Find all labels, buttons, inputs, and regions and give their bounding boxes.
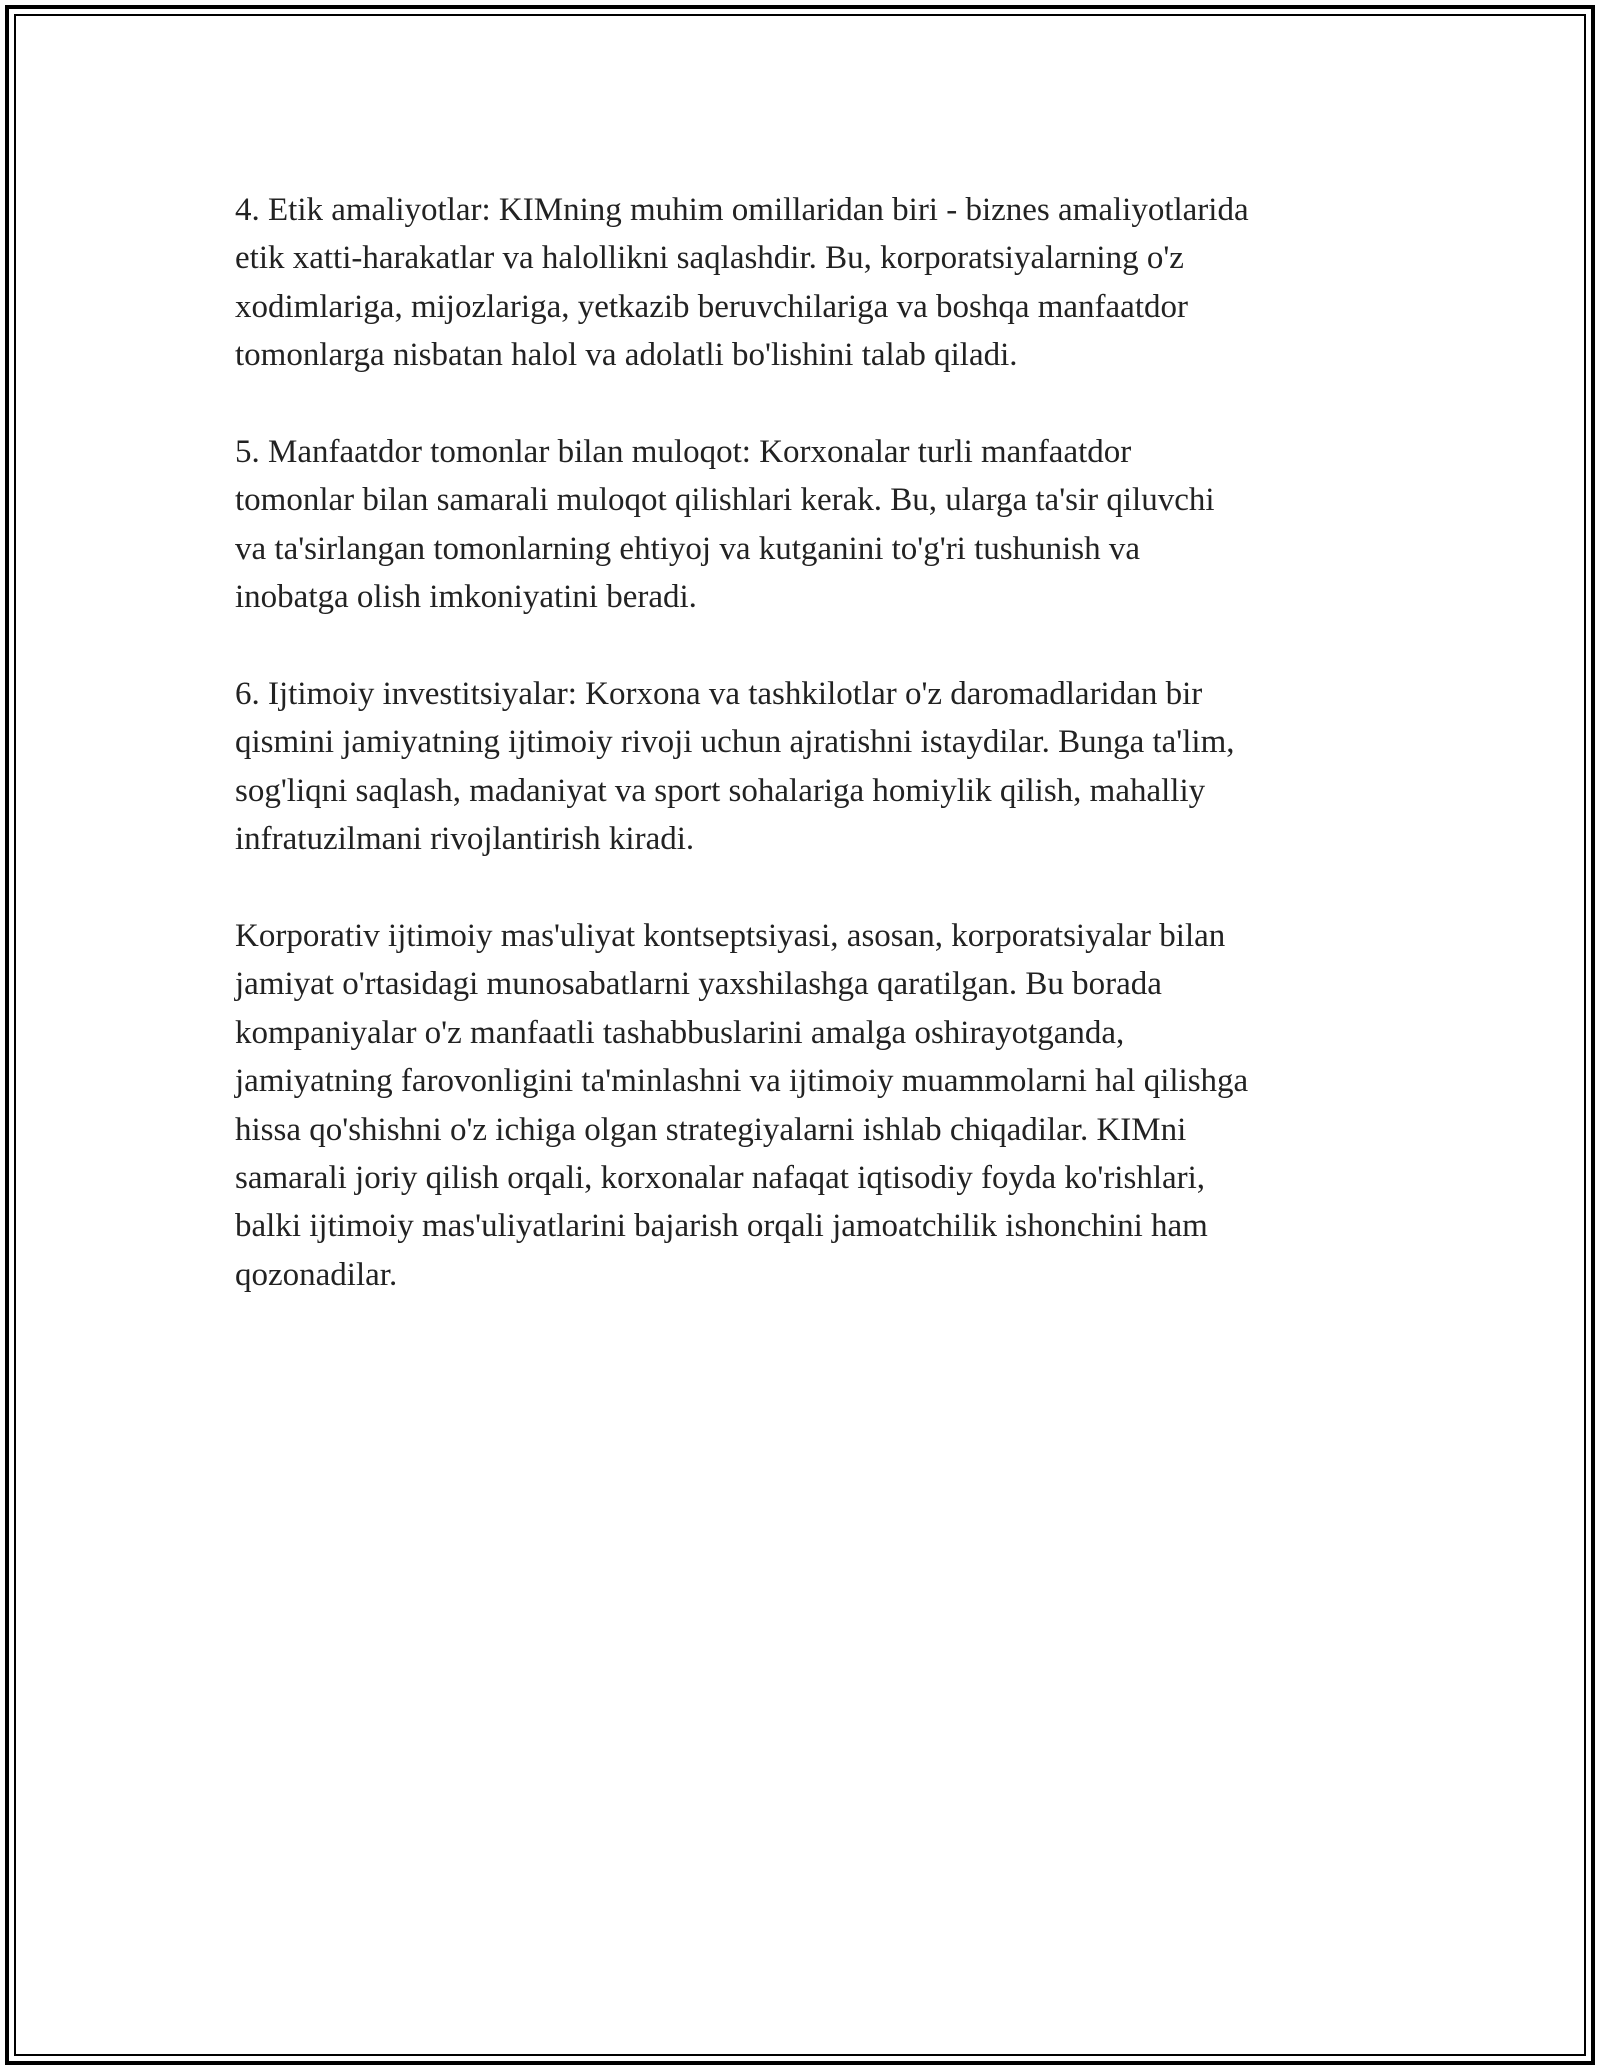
document-body — [235, 186, 1375, 1348]
text-line: etik xatti-harakatlar va halollikni saqlashdir. Bu, korporatsiyalarning o'z — [235, 240, 1184, 277]
text-line: 4. Etik amaliyotlar: KIMning muhim omillaridan biri - biznes amaliyotlarida — [235, 192, 1249, 228]
text-line: kompaniyalar o'z manfaatli tashabbuslarini amalga oshirayotganda, — [235, 1014, 1125, 1051]
text-line: samarali joriy qilish orqali, korxonalar nafaqat iqtisodiy foyda ko'rishlari, — [235, 1160, 1206, 1197]
text-line: jamiyatning farovonligini ta'minlashni va ijtimoiy muammolarni hal qilishga — [235, 1063, 1249, 1100]
text-line: tomonlar bilan samarali muloqot qilishlari kerak. Bu, ularga ta'sir qiluvchi — [235, 482, 1215, 519]
paragraph-stakeholder-communication — [235, 428, 1375, 622]
text-line: jamiyat o'rtasidagi munosabatlarni yaxshilashga qaratilgan. Bu borada — [235, 966, 1162, 1003]
text-line: sog'liqni saqlash, madaniyat va sport sohalariga homiylik qilish, mahalliy — [235, 772, 1206, 809]
text-line: hissa qo'shishni o'z ichiga olgan strategiyalarni ishlab chiqadilar. KIMni — [235, 1111, 1187, 1148]
paragraph-csr-concept — [235, 912, 1375, 1299]
text-line: inobatga olish imkoniyatini beradi. — [235, 579, 697, 616]
text-line: qozonadilar. — [235, 1256, 398, 1293]
text-line: xodimlariga, mijozlariga, yetkazib beruvchilariga va boshqa manfaatdor — [235, 288, 1188, 325]
text-line: qismini jamiyatning ijtimoiy rivoji uchun ajratishni istaydilar. Bunga ta'lim, — [235, 724, 1235, 761]
text-line: tomonlarga nisbatan halol va adolatli bo'lishini talab qiladi. — [235, 337, 1018, 374]
text-line: 5. Manfaatdor tomonlar bilan muloqot: Korxonalar turli manfaatdor — [235, 434, 1132, 471]
paragraph-ethical-practices — [235, 186, 1375, 380]
text-line: 6. Ijtimoiy investitsiyalar: Korxona va tashkilotlar o'z daromadlaridan bir — [235, 676, 1203, 713]
text-line: balki ijtimoiy mas'uliyatlarini bajarish orqali jamoatchilik ishonchini ham — [235, 1208, 1208, 1245]
text-line: Korporativ ijtimoiy mas'uliyat kontseptsiyasi, asosan, korporatsiyalar bilan — [235, 918, 1226, 955]
paragraph-social-investments — [235, 670, 1375, 864]
text-line: infratuzilmani rivojlantirish kiradi. — [235, 821, 695, 858]
text-line: va ta'sirlangan tomonlarning ehtiyoj va kutganini to'g'ri tushunish va — [235, 530, 1141, 567]
